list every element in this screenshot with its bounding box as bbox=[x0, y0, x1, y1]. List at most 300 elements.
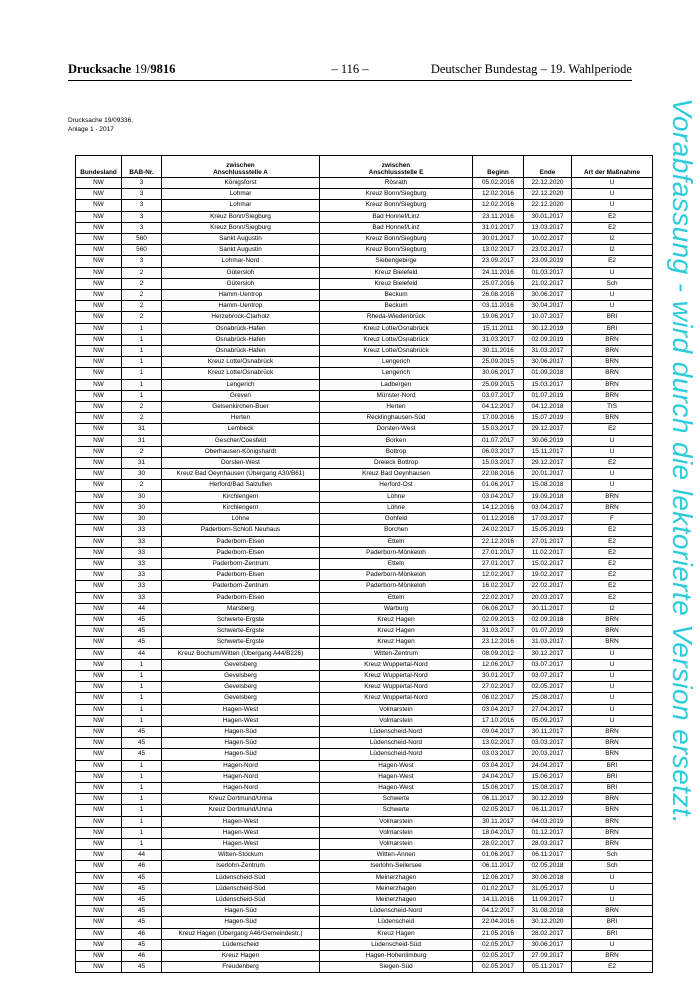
table-row bbox=[76, 267, 653, 278]
table-cell: 20.01.2017 bbox=[524, 469, 572, 480]
table-cell: Hagen-West bbox=[162, 715, 320, 726]
table-cell: NW bbox=[76, 592, 122, 603]
table-cell: 02.09.2013 bbox=[473, 614, 524, 625]
table-cell: Lüdenscheid-Süd bbox=[162, 883, 320, 894]
table-cell: Kreuz Hagen bbox=[162, 951, 320, 962]
table-cell: Kreuz Lotte/Osnabrück bbox=[162, 357, 320, 368]
table-cell: U bbox=[572, 704, 653, 715]
col-header-bab-nr bbox=[122, 156, 162, 178]
table-cell: 27.04.2017 bbox=[524, 704, 572, 715]
table-cell: Iserlohn-Seilersee bbox=[320, 861, 473, 872]
table-row bbox=[76, 715, 653, 726]
table-cell: 01.06.2017 bbox=[473, 480, 524, 491]
table-cell: 1 bbox=[122, 379, 162, 390]
table-row bbox=[76, 222, 653, 233]
table-cell: NW bbox=[76, 917, 122, 928]
table-row bbox=[76, 895, 653, 906]
table-cell: Gevelsberg bbox=[162, 659, 320, 670]
table-cell: NW bbox=[76, 682, 122, 693]
table-cell: Siebengebirge bbox=[320, 256, 473, 267]
table-cell: 46 bbox=[122, 928, 162, 939]
table-cell: Kreuz Lotte/Osnabrück bbox=[162, 368, 320, 379]
table-cell: 01.12.2017 bbox=[524, 827, 572, 838]
table-row bbox=[76, 547, 653, 558]
table-cell: Gevelsberg bbox=[162, 693, 320, 704]
table-cell: U bbox=[572, 267, 653, 278]
table-cell: BRN bbox=[572, 637, 653, 648]
table-cell: Volmarstein bbox=[320, 704, 473, 715]
table-cell: 14.11.2016 bbox=[473, 895, 524, 906]
table-cell: 08.09.2012 bbox=[473, 648, 524, 659]
col-header-bab-nr-label: BAB-Nr. bbox=[129, 169, 154, 176]
table-cell: Osnabrück-Hafen bbox=[162, 334, 320, 345]
table-cell: 23.11.2016 bbox=[473, 211, 524, 222]
table-cell: 01.09.2018 bbox=[524, 368, 572, 379]
table-cell: 30.01.2017 bbox=[473, 234, 524, 245]
table-row bbox=[76, 189, 653, 200]
table-cell: U bbox=[572, 939, 653, 950]
table-cell: Paderborn-Elsen bbox=[162, 570, 320, 581]
table-row bbox=[76, 928, 653, 939]
table-row bbox=[76, 200, 653, 211]
table-cell: Iserlohn-Zentrum bbox=[162, 861, 320, 872]
table-cell: U bbox=[572, 480, 653, 491]
table-cell: BRN bbox=[572, 749, 653, 760]
table-cell: NW bbox=[76, 693, 122, 704]
table-cell: 02.05.2017 bbox=[473, 951, 524, 962]
table-cell: 29.12.2017 bbox=[524, 424, 572, 435]
table-cell: Kreuz Wuppertal-Nord bbox=[320, 682, 473, 693]
table-cell: Kreuz Bielefeld bbox=[320, 267, 473, 278]
table-cell: 25.07.2016 bbox=[473, 278, 524, 289]
table-cell: 30.06.2017 bbox=[524, 290, 572, 301]
table-row bbox=[76, 626, 653, 637]
table-cell: Volmarstein bbox=[320, 827, 473, 838]
table-cell: Hagen-West bbox=[320, 782, 473, 793]
table-cell: BRN bbox=[572, 816, 653, 827]
table-cell: Lengerich bbox=[162, 379, 320, 390]
table-cell: Kreuz Bonn/Siegburg bbox=[162, 222, 320, 233]
table-cell: 19.09.2018 bbox=[524, 491, 572, 502]
table-cell: NW bbox=[76, 502, 122, 513]
table-cell: 46 bbox=[122, 951, 162, 962]
table-row bbox=[76, 480, 653, 491]
table-cell: 03.04.2017 bbox=[473, 491, 524, 502]
table-cell: Rösrath bbox=[320, 178, 473, 189]
table-cell: 05.09.2017 bbox=[524, 715, 572, 726]
table-cell: Meinerzhagen bbox=[320, 895, 473, 906]
table-cell: 27.02.2017 bbox=[473, 682, 524, 693]
table-cell: 30 bbox=[122, 502, 162, 513]
table-cell: Paderborn-Mönkeloh bbox=[320, 570, 473, 581]
table-row bbox=[76, 816, 653, 827]
table-cell: Lengerich bbox=[320, 368, 473, 379]
table-cell: Etteln bbox=[320, 536, 473, 547]
table-cell: 2 bbox=[122, 446, 162, 457]
table-cell: Schwerte bbox=[320, 805, 473, 816]
table-cell: 30.06.2017 bbox=[473, 368, 524, 379]
table-cell: Kreuz Wuppertal-Nord bbox=[320, 670, 473, 681]
table-cell: 15.06.2017 bbox=[524, 771, 572, 782]
table-cell: BRN bbox=[572, 502, 653, 513]
table-row bbox=[76, 379, 653, 390]
header-divider bbox=[68, 80, 632, 81]
table-cell: 02.05.2017 bbox=[473, 962, 524, 973]
table-cell: NW bbox=[76, 379, 122, 390]
table-cell: Bottrop bbox=[320, 446, 473, 457]
table-cell: 33 bbox=[122, 547, 162, 558]
table-cell: Paderborn-Zentrum bbox=[162, 581, 320, 592]
table-cell: Hagen-West bbox=[162, 704, 320, 715]
table-cell: U bbox=[572, 200, 653, 211]
table-cell: 22.12.2016 bbox=[473, 536, 524, 547]
table-cell: NW bbox=[76, 872, 122, 883]
table-cell: 20.03.2017 bbox=[524, 749, 572, 760]
table-cell: Kreuz Hagen (Übergang A46/Gemeindestr.) bbox=[162, 928, 320, 939]
table-row bbox=[76, 413, 653, 424]
table-cell: 05.11.2017 bbox=[524, 962, 572, 973]
table-cell: 22.04.2016 bbox=[473, 917, 524, 928]
table-cell: 30.06.2019 bbox=[524, 435, 572, 446]
table-cell: 31.05.2017 bbox=[524, 883, 572, 894]
table-cell: E2 bbox=[572, 256, 653, 267]
table-row bbox=[76, 301, 653, 312]
table-cell: 2 bbox=[122, 402, 162, 413]
table-cell: 03.07.2017 bbox=[473, 390, 524, 401]
table-cell: 45 bbox=[122, 883, 162, 894]
table-cell: 28.03.2017 bbox=[524, 838, 572, 849]
table-cell: 02.05.2017 bbox=[473, 805, 524, 816]
table-row bbox=[76, 962, 653, 973]
table-cell: 04.12.2017 bbox=[473, 906, 524, 917]
table-cell: Sch bbox=[572, 850, 653, 861]
table-cell: 03.11.2016 bbox=[473, 301, 524, 312]
table-cell: Hagen-Süd bbox=[162, 726, 320, 737]
table-cell: 31.03.2017 bbox=[524, 346, 572, 357]
table-row bbox=[76, 290, 653, 301]
table-cell: 23.09.2017 bbox=[473, 256, 524, 267]
table-cell: 45 bbox=[122, 962, 162, 973]
table-cell: 12.02.2016 bbox=[473, 189, 524, 200]
table-cell: 24.11.2016 bbox=[473, 267, 524, 278]
table-cell: NW bbox=[76, 390, 122, 401]
table-cell: Hagen-West bbox=[320, 771, 473, 782]
table-cell: 04.12.2018 bbox=[524, 402, 572, 413]
table-cell: NW bbox=[76, 200, 122, 211]
table-cell: 15.03.2017 bbox=[473, 458, 524, 469]
watermark: Vorabfassung - wird durch die lektorierte Version ersetzt. bbox=[667, 98, 698, 825]
table-cell: BRN bbox=[572, 794, 653, 805]
table-cell: BRN bbox=[572, 379, 653, 390]
table-row bbox=[76, 514, 653, 525]
table-cell: 33 bbox=[122, 558, 162, 569]
table-cell: Etteln bbox=[320, 558, 473, 569]
table-cell: NW bbox=[76, 446, 122, 457]
col-header-zwischen-e: zwischen bbox=[381, 162, 411, 169]
table-cell: NW bbox=[76, 805, 122, 816]
table-cell: 46 bbox=[122, 861, 162, 872]
table-cell: 30.11.2017 bbox=[524, 726, 572, 737]
table-row bbox=[76, 402, 653, 413]
table-cell: 06.11.2017 bbox=[524, 850, 572, 861]
table-row bbox=[76, 726, 653, 737]
table-head bbox=[76, 156, 653, 178]
table-cell: 33 bbox=[122, 592, 162, 603]
table-cell: Schwerte bbox=[320, 794, 473, 805]
table-cell: Gevelsberg bbox=[162, 682, 320, 693]
table-row bbox=[76, 906, 653, 917]
table-cell: 27.01.2017 bbox=[473, 547, 524, 558]
table-cell: 06.11.2017 bbox=[473, 861, 524, 872]
table-row bbox=[76, 782, 653, 793]
table-cell: Gohfeld bbox=[320, 514, 473, 525]
table-cell: Herzebrock-Clarholz bbox=[162, 312, 320, 323]
table-cell: I2 bbox=[572, 234, 653, 245]
table-cell: 1 bbox=[122, 805, 162, 816]
table-cell: Borchen bbox=[320, 525, 473, 536]
table-cell: BRI bbox=[572, 771, 653, 782]
table-cell: Volmarstein bbox=[320, 838, 473, 849]
table-cell: NW bbox=[76, 178, 122, 189]
table-cell: U bbox=[572, 659, 653, 670]
table-cell: Münster-Nord bbox=[320, 390, 473, 401]
table-cell: 17.03.2017 bbox=[524, 514, 572, 525]
table-cell: 33 bbox=[122, 570, 162, 581]
table-cell: NW bbox=[76, 514, 122, 525]
table-cell: 04.12.2017 bbox=[473, 402, 524, 413]
table-row bbox=[76, 951, 653, 962]
table-cell: Witten-Annen bbox=[320, 850, 473, 861]
table-cell: NW bbox=[76, 267, 122, 278]
table-row bbox=[76, 178, 653, 189]
table-cell: Osnabrück-Hafen bbox=[162, 346, 320, 357]
table-cell: Schwerte-Ergste bbox=[162, 637, 320, 648]
table-cell: U bbox=[572, 469, 653, 480]
table-cell: Ladbergen bbox=[320, 379, 473, 390]
table-cell: 1 bbox=[122, 816, 162, 827]
table-cell: Warburg bbox=[320, 603, 473, 614]
table-cell: Hagen-Süd bbox=[162, 749, 320, 760]
table-header-row bbox=[76, 156, 653, 178]
table-cell: 1 bbox=[122, 693, 162, 704]
table-cell: 45 bbox=[122, 738, 162, 749]
table-cell: 23.02.2017 bbox=[524, 245, 572, 256]
table-cell: NW bbox=[76, 458, 122, 469]
table-cell: NW bbox=[76, 928, 122, 939]
table-cell: Kreuz Wuppertal-Nord bbox=[320, 693, 473, 704]
table-row bbox=[76, 861, 653, 872]
table-cell: Borken bbox=[320, 435, 473, 446]
table-cell: Beckum bbox=[320, 301, 473, 312]
table-cell: 02.05.2017 bbox=[473, 939, 524, 950]
table-cell: Marsberg bbox=[162, 603, 320, 614]
parliament-label: Deutscher Bundestag – 19. Wahlperiode bbox=[430, 62, 632, 76]
table-cell: 14.12.2016 bbox=[473, 502, 524, 513]
table-cell: 01.02.2017 bbox=[473, 883, 524, 894]
table-cell: NW bbox=[76, 278, 122, 289]
table-cell: 24.02.2017 bbox=[473, 525, 524, 536]
table-cell: E2 bbox=[572, 558, 653, 569]
table-cell: 3 bbox=[122, 256, 162, 267]
table-cell: Kreuz Wuppertal-Nord bbox=[320, 659, 473, 670]
table-cell: NW bbox=[76, 704, 122, 715]
table-cell: NW bbox=[76, 760, 122, 771]
table-row bbox=[76, 827, 653, 838]
table-cell: Kreuz Bielefeld bbox=[320, 278, 473, 289]
table-cell: 2 bbox=[122, 278, 162, 289]
table-cell: Gütersloh bbox=[162, 278, 320, 289]
table-cell: NW bbox=[76, 861, 122, 872]
source-note bbox=[68, 116, 133, 134]
table-cell: NW bbox=[76, 570, 122, 581]
table-cell: 18.04.2017 bbox=[473, 827, 524, 838]
table-cell: Herford/Bad Salzuflen bbox=[162, 480, 320, 491]
table-cell: 33 bbox=[122, 536, 162, 547]
table-cell: Sankt Augustin bbox=[162, 234, 320, 245]
table-cell: Hagen-West bbox=[162, 816, 320, 827]
table-cell: Witten-Stockum bbox=[162, 850, 320, 861]
table-cell: 30.06.2018 bbox=[524, 872, 572, 883]
table-cell: 15.06.2017 bbox=[473, 782, 524, 793]
table-cell: NW bbox=[76, 883, 122, 894]
table-cell: 22.02.2017 bbox=[524, 581, 572, 592]
table-row bbox=[76, 704, 653, 715]
table-cell: 2 bbox=[122, 267, 162, 278]
table-cell: NW bbox=[76, 771, 122, 782]
table-cell: Sch bbox=[572, 278, 653, 289]
table-cell: Hagen-Süd bbox=[162, 738, 320, 749]
table-cell: 44 bbox=[122, 648, 162, 659]
table-cell: BRN bbox=[572, 357, 653, 368]
table-row bbox=[76, 502, 653, 513]
table-cell: 560 bbox=[122, 245, 162, 256]
table-cell: 02.05.2017 bbox=[524, 682, 572, 693]
table-cell: 17.10.2016 bbox=[473, 715, 524, 726]
table-cell: 1 bbox=[122, 334, 162, 345]
table-cell: NW bbox=[76, 715, 122, 726]
table-cell: 30.06.2017 bbox=[524, 357, 572, 368]
table-cell: Kreuz Hagen bbox=[320, 626, 473, 637]
table-cell: BRN bbox=[572, 951, 653, 962]
table-cell: 2 bbox=[122, 480, 162, 491]
table-cell: 45 bbox=[122, 614, 162, 625]
table-cell: NW bbox=[76, 603, 122, 614]
table-cell: BRN bbox=[572, 334, 653, 345]
col-header-beginn bbox=[473, 156, 524, 178]
table-cell: BRN bbox=[572, 738, 653, 749]
table-row bbox=[76, 424, 653, 435]
table-cell: Kreuz Dortmund/Unna bbox=[162, 794, 320, 805]
table-cell: E2 bbox=[572, 424, 653, 435]
table-cell: BRN bbox=[572, 368, 653, 379]
table-cell: Kreuz Lotte/Osnabrück bbox=[320, 346, 473, 357]
table-cell: Lohmar bbox=[162, 200, 320, 211]
table-cell: NW bbox=[76, 637, 122, 648]
table-cell: Bad Honnef/Linz bbox=[320, 211, 473, 222]
table-cell: Volmarstein bbox=[320, 816, 473, 827]
table-cell: I2 bbox=[572, 603, 653, 614]
table-cell: 45 bbox=[122, 749, 162, 760]
table-cell: U bbox=[572, 715, 653, 726]
table-cell: 02.09.2018 bbox=[524, 614, 572, 625]
table-cell: Dorsten-West bbox=[162, 458, 320, 469]
table-cell: BRN bbox=[572, 626, 653, 637]
table-row bbox=[76, 323, 653, 334]
table-cell: Kreuz Bonn/Siegburg bbox=[320, 189, 473, 200]
table-cell: Hamm-Uentrop bbox=[162, 301, 320, 312]
table-row bbox=[76, 581, 653, 592]
table-row bbox=[76, 211, 653, 222]
table-cell: Sankt Augustin bbox=[162, 245, 320, 256]
table-cell: NW bbox=[76, 626, 122, 637]
table-cell: 02.09.2019 bbox=[524, 334, 572, 345]
table-cell: U bbox=[572, 189, 653, 200]
table-cell: Dorsten-West bbox=[320, 424, 473, 435]
table-cell: Paderborn-Zentrum bbox=[162, 558, 320, 569]
table-cell: 22.12.2020 bbox=[524, 189, 572, 200]
table-row bbox=[76, 435, 653, 446]
table-cell: BRN bbox=[572, 614, 653, 625]
table-cell: 13.02.2017 bbox=[473, 245, 524, 256]
table-row bbox=[76, 334, 653, 345]
table-cell: NW bbox=[76, 962, 122, 973]
table-cell: 22.12.2020 bbox=[524, 200, 572, 211]
table-cell: Hagen-West bbox=[162, 838, 320, 849]
table-cell: NW bbox=[76, 256, 122, 267]
table-cell: Osnabrück-Hafen bbox=[162, 323, 320, 334]
table-row bbox=[76, 570, 653, 581]
table-row bbox=[76, 234, 653, 245]
table-cell: 26.08.2016 bbox=[473, 290, 524, 301]
col-header-bundesland bbox=[76, 156, 122, 178]
table-cell: 44 bbox=[122, 850, 162, 861]
table-cell: 22.02.2017 bbox=[473, 592, 524, 603]
table-row bbox=[76, 256, 653, 267]
table-cell: U bbox=[572, 682, 653, 693]
table-cell: NW bbox=[76, 211, 122, 222]
table-cell: 03.04.2017 bbox=[473, 760, 524, 771]
table-cell: U bbox=[572, 290, 653, 301]
table-cell: Kreuz Hagen bbox=[320, 637, 473, 648]
table-cell: 05.02.2016 bbox=[473, 178, 524, 189]
table-cell: 45 bbox=[122, 872, 162, 883]
table-cell: 15.03.2017 bbox=[524, 379, 572, 390]
table-cell: 24.04.2017 bbox=[473, 771, 524, 782]
table-row bbox=[76, 648, 653, 659]
table-cell: 1 bbox=[122, 760, 162, 771]
table-cell: 31.08.2018 bbox=[524, 906, 572, 917]
table-cell: BRN bbox=[572, 390, 653, 401]
col-header-beginn-label: Beginn bbox=[487, 169, 509, 176]
table-cell: NW bbox=[76, 827, 122, 838]
table-cell: 1 bbox=[122, 715, 162, 726]
table-cell: NW bbox=[76, 402, 122, 413]
table-cell: 30.12.2020 bbox=[524, 917, 572, 928]
table-cell: Kreuz Bad Oeynhausen (Übergang A30/B61) bbox=[162, 469, 320, 480]
table-cell: NW bbox=[76, 234, 122, 245]
table-cell: 27.01.2017 bbox=[524, 536, 572, 547]
table-cell: 45 bbox=[122, 895, 162, 906]
table-cell: 45 bbox=[122, 906, 162, 917]
col-header-anschlussstelle-e-label: Anschlussstelle E bbox=[368, 169, 424, 176]
table-cell: NW bbox=[76, 480, 122, 491]
table-cell: 30 bbox=[122, 514, 162, 525]
table-cell: BRI bbox=[572, 917, 653, 928]
table-cell: Etteln bbox=[320, 592, 473, 603]
table-cell: 01.03.2017 bbox=[524, 267, 572, 278]
table-cell: NW bbox=[76, 536, 122, 547]
table-cell: Gelsenkirchen-Buer bbox=[162, 402, 320, 413]
